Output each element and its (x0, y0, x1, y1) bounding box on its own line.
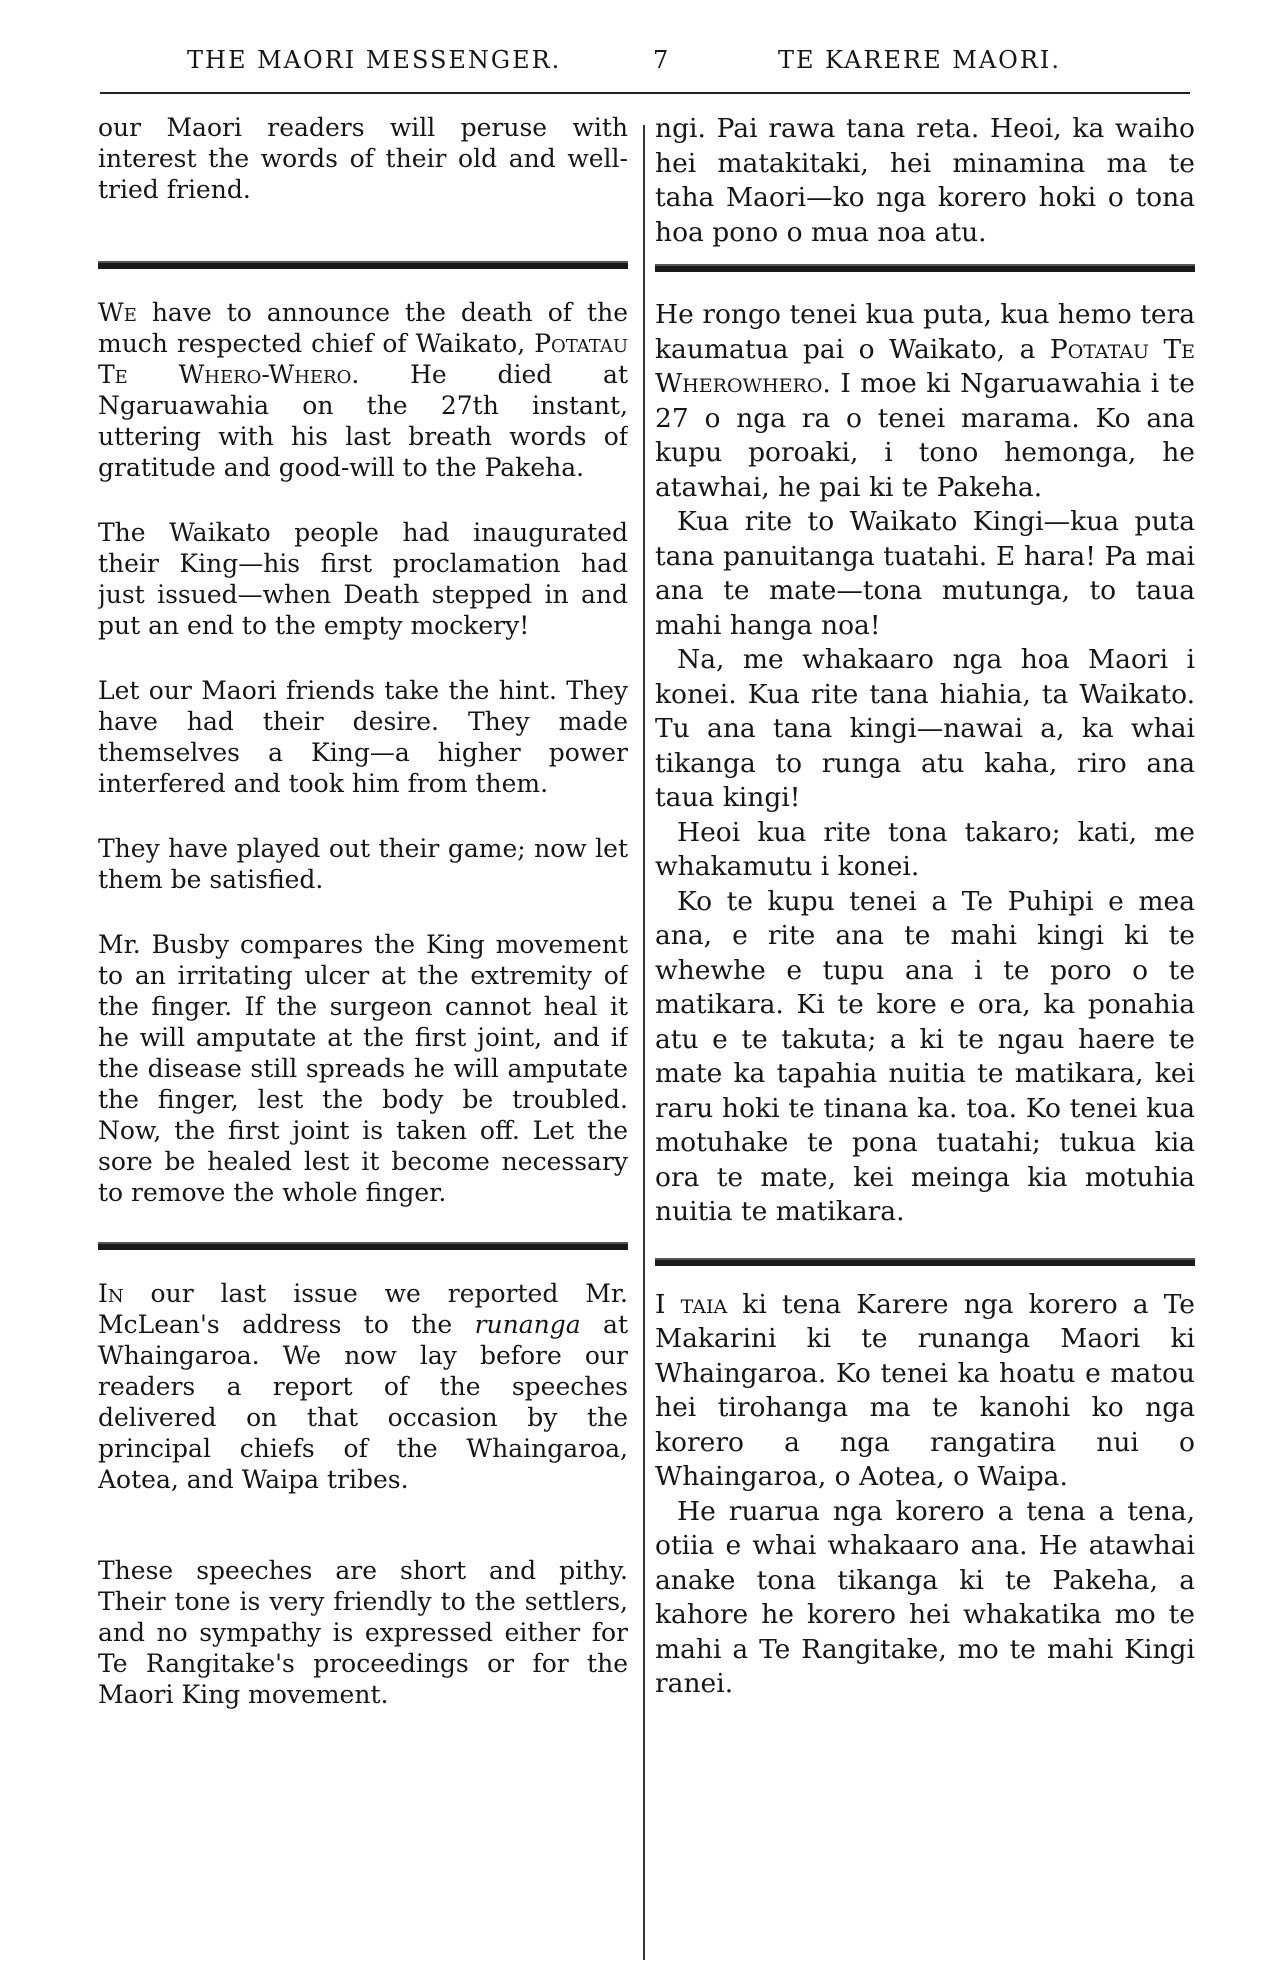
english-paragraph-game: They have played out their game; now let them be satisfied. (98, 834, 628, 894)
english-paragraph-hint: Let our Maori friends take the hint. They have had their desire. They made themselves a King—a higher power interfered and took him from them. (98, 676, 628, 798)
section-rule (655, 264, 1195, 272)
maori-column (655, 112, 1195, 1702)
section-rule (655, 1258, 1195, 1266)
section-rule (98, 261, 628, 269)
maori-paragraph-hint: Na, me whakaaro nga hoa Maori i konei. Kua rite tana hiahia, ta Waikato. Tu ana tana kingi—nawai a, ka whai tikanga to runga atu kaha, riro ana taua kingi! (655, 644, 1195, 813)
english-whaingaroa-report: In our last issue we reported Mr. McLean's address to the runanga at Whaingaroa. We now lay before our readers a report of the speeches delivered on that occasion by the principal chiefs of the Whaingaroa, Aotea, and Waipa tribes. (98, 1279, 628, 1494)
column-divider (643, 125, 645, 1960)
header-maori-title: TE KARERE MAORI. (778, 46, 1062, 74)
english-paragraph-king: The Waikato people had inaugurated their King—his first proclamation had just issued—when Death stepped in and put an end to the empty mockery! (98, 518, 628, 640)
maori-death-announcement: He rongo tenei kua puta, kua hemo tera kaumatua pai o Waikato, a Potatau Te Wherowhero. I moe ki Ngaruawahia i te 27 o nga ra o tenei marama. Ko ana kupu poroaki, i tono hemonga, he atawhai, he pai ki te Pakeha. (655, 299, 1195, 503)
header-rule (100, 92, 1190, 94)
maori-paragraph-king: Kua rite to Waikato Kingi—kua puta tana panuitanga tuatahi. E hara! Pa mai ana te mate—tona mutunga, to taua mahi hanga noa! (655, 506, 1195, 641)
english-column (98, 112, 628, 1710)
english-paragraph-speeches: These speeches are short and pithy. Their tone is very friendly to the settlers, and no sympathy is expressed either for Te Rangitake's proceedings or for the Maori King movement. (98, 1556, 628, 1709)
maori-whaingaroa-report: I taia ki tena Karere nga korero a Te Makarini ki te runanga Maori ki Whaingaroa. Ko tenei ka hoatu e matou hei tirohanga ma te kanohi ko nga korero a nga rangatira nui o Whaingaroa, o Aotea, o Waipa. (655, 1288, 1195, 1492)
maori-paragraph-game: Heoi kua rite tona takaro; kati, me whakamutu i konei. (655, 816, 1195, 882)
header-english-title: THE MAORI MESSENGER. (187, 46, 562, 74)
english-paragraph-busby: Mr. Busby compares the King movement to an irritating ulcer at the extremity of the finger. If the surgeon cannot heal it he will amputate at the first joint, and if the disease still spreads he will amputate the finger, lest the body be troubled. Now, the first joint is taken off. Let the sore be healed lest it become necessary to remove the whole finger. (98, 930, 628, 1207)
chief-name: Potatau Te Whero-Whero (98, 329, 628, 389)
page-number: 7 (653, 46, 671, 74)
maori-paragraph-busby: Ko te kupu tenei a Te Puhipi e mea ana, e rite ana te mahi kingi ki te whewhe e tupu ana i te poro o te matikara. Ki te kore e ora, ka ponahia atu e te takuta; a ki te ngau haere te mate ka tapahia nuitia te matikara, kei raru hoki te tinana ka. toa. Ko tenei kua motuhake te pona tuatahi; tukua kia ora te mate, kei meinga kia motuhia nuitia te matikara. (655, 885, 1195, 1227)
english-death-announcement: We have to announce the death of the much respected chief of Waikato, Potatau Te Whero-Whero. He died at Ngaruawahia on the 27th instant, uttering with his last breath words of gratitude and good-will to the Pakeha. (98, 298, 628, 482)
english-continuation-paragraph: our Maori readers will peruse with interest the words of their old and well-tried friend. (98, 113, 628, 204)
chief-name: Potatau Te Wherowhero (655, 333, 1195, 399)
page-header (95, 46, 1185, 86)
section-rule (98, 1242, 628, 1250)
maori-dropcap: I taia (655, 1288, 728, 1320)
english-dropcap: We (98, 298, 137, 327)
maori-continuation-paragraph: ngi. Pai rawa tana reta. Heoi, ka waiho hei matakitaki, hei minamina ma te taha Maori—ko nga korero hoki o tona hoa pono o mua noa atu. (655, 113, 1195, 248)
maori-paragraph-speeches: He ruarua nga korero a tena a tena, otiia e whai whakaaro ana. He atawhai anake tona tikanga ki te Pakeha, a kahore he korero hei whakatika mo te mahi a Te Rangitake, mo te mahi Kingi ranei. (655, 1495, 1195, 1699)
english-dropcap: In (98, 1279, 124, 1308)
